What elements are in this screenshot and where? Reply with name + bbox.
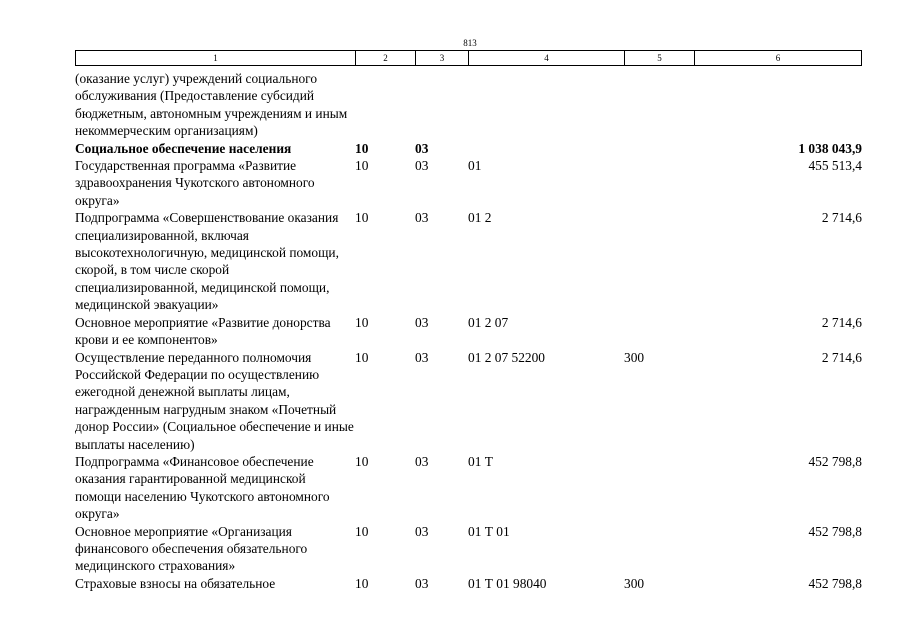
row-section: 10 bbox=[355, 453, 369, 469]
row-name: Осуществление переданного полномочия Российской Федерации по осуществлению ежегодной денежной выплаты лицам, награжденным нагрудным знаком «Почетный донор России» (Социальное обеспечение и иные выплаты населению) bbox=[75, 349, 354, 452]
row-target-article: 01 bbox=[468, 158, 482, 174]
row-amount: 1 038 043,9 bbox=[798, 140, 862, 156]
table-row bbox=[75, 209, 862, 313]
row-name: Страховые взносы на обязательное bbox=[75, 575, 276, 591]
row-section: 10 bbox=[355, 140, 369, 156]
row-amount: 455 513,4 bbox=[808, 158, 862, 174]
row-amount: 452 798,8 bbox=[808, 575, 862, 591]
row-amount: 452 798,8 bbox=[808, 523, 862, 539]
row-name: (оказание услуг) учреждений социального обслуживания (Предоставление субсидий бюджетным, автономным учреждениям и иным некоммерческим организациям) bbox=[75, 71, 348, 139]
row-section: 10 bbox=[355, 314, 369, 330]
row-subsection: 03 bbox=[415, 210, 429, 226]
row-section: 10 bbox=[355, 523, 369, 539]
row-target-article: 01 2 bbox=[468, 210, 492, 226]
row-target-article: 01 Т 01 bbox=[468, 523, 510, 539]
row-subsection: 03 bbox=[415, 140, 429, 156]
row-subsection: 03 bbox=[415, 523, 429, 539]
table-header bbox=[75, 50, 862, 66]
row-expense-type: 300 bbox=[624, 349, 645, 365]
table-row bbox=[75, 349, 862, 453]
row-name: Основное мероприятие «Развитие донорства крови и ее компонентов» bbox=[75, 314, 331, 348]
row-section: 10 bbox=[355, 210, 369, 226]
header-col-3: 3 bbox=[416, 51, 469, 65]
row-subsection: 03 bbox=[415, 453, 429, 469]
table-body bbox=[75, 70, 862, 592]
page-number: 813 bbox=[463, 38, 477, 48]
row-name: Социальное обеспечение населения bbox=[75, 140, 292, 156]
row-subsection: 03 bbox=[415, 158, 429, 174]
table-row bbox=[75, 157, 862, 209]
row-name: Подпрограмма «Финансовое обеспечение оказания гарантированной медицинской помощи населению Чукотского автономного округа» bbox=[75, 453, 330, 522]
row-target-article: 01 2 07 52200 bbox=[468, 349, 545, 365]
row-section: 10 bbox=[355, 158, 369, 174]
row-amount: 2 714,6 bbox=[821, 314, 862, 330]
table-row bbox=[75, 575, 862, 592]
row-name: Основное мероприятие «Организация финансового обеспечения обязательного медицинского страхования» bbox=[75, 523, 308, 574]
row-section: 10 bbox=[355, 349, 369, 365]
row-amount: 2 714,6 bbox=[821, 210, 862, 226]
table-row bbox=[75, 140, 862, 157]
header-col-5: 5 bbox=[625, 51, 695, 65]
row-subsection: 03 bbox=[415, 575, 429, 591]
row-subsection: 03 bbox=[415, 314, 429, 330]
table-row bbox=[75, 70, 862, 140]
table-row bbox=[75, 523, 862, 575]
header-col-1: 1 bbox=[76, 51, 356, 65]
row-amount: 2 714,6 bbox=[821, 349, 862, 365]
row-section: 10 bbox=[355, 575, 369, 591]
row-expense-type: 300 bbox=[624, 575, 645, 591]
row-target-article: 01 2 07 bbox=[468, 314, 509, 330]
row-subsection: 03 bbox=[415, 349, 429, 365]
row-name: Государственная программа «Развитие здравоохранения Чукотского автономного округа» bbox=[75, 158, 315, 208]
row-target-article: 01 Т bbox=[468, 453, 493, 469]
header-col-2: 2 bbox=[356, 51, 416, 65]
table-row bbox=[75, 453, 862, 523]
row-name: Подпрограмма «Совершенствование оказания специализированной, включая высокотехнологичную, медицинской помощи, скорой, в том числе скорой специализированной, медицинской помощи, медицинской эвакуации» bbox=[75, 210, 339, 313]
header-col-4: 4 bbox=[469, 51, 625, 65]
row-target-article: 01 Т 01 98040 bbox=[468, 575, 547, 591]
header-col-6: 6 bbox=[775, 53, 781, 63]
row-amount: 452 798,8 bbox=[808, 453, 862, 469]
table-row bbox=[75, 314, 862, 349]
